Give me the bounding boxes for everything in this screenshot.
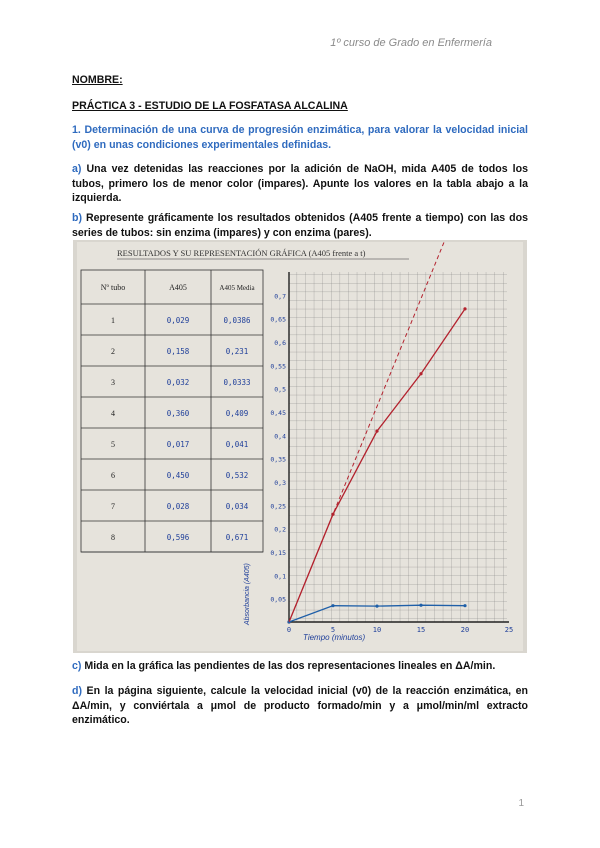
item-a-label: a): [72, 163, 82, 175]
table-cell: 0,158: [166, 347, 190, 356]
table-cell: 0,028: [166, 502, 190, 511]
table-cell: 0,029: [166, 316, 190, 325]
table-cell: 0,596: [166, 533, 190, 542]
data-point: [375, 605, 378, 608]
section-1-heading: 1. Determinación de una curva de progresión enzimática, para valorar la velocidad inicial (v0) en unas condiciones experimentales definidas.: [72, 124, 528, 151]
x-axis-label: Tiempo (minutos): [303, 633, 366, 642]
item-c-text: Mida en la gráfica las pendientes de las dos representaciones lineales en ΔA/min.: [81, 660, 496, 672]
item-b-label: b): [72, 212, 82, 224]
table-cell: 0,041: [225, 440, 249, 449]
table-cell: 7: [111, 502, 115, 511]
practice-title: PRÁCTICA 3 - ESTUDIO DE LA FOSFATASA ALCALINA: [72, 100, 348, 112]
item-c-label: c): [72, 660, 82, 672]
item-d-text: En la página siguiente, calcule la velocidad inicial (v0) de la reacción enzimática, en ΔA/min, y conviértala a μmol de producto formado/min y a μmol/min/ml extracto enzimático.: [72, 685, 528, 726]
graph-paper: [289, 272, 507, 622]
data-point: [331, 604, 334, 607]
table-cell: 0,671: [225, 533, 249, 542]
y-tick-label: 0,1: [274, 572, 286, 581]
y-tick-label: 0,55: [270, 362, 286, 371]
table-cell: 2: [111, 347, 115, 356]
data-point: [463, 604, 466, 607]
table-cell: 0,231: [225, 347, 249, 356]
y-tick-label: 0,7: [274, 292, 286, 301]
item-a-text: Una vez detenidas las reacciones por la adición de NaOH, mida A405 de todos los tubos, primero los de menor color (impares). Apunte los valores en la tabla abajo a la izquierda.: [72, 163, 528, 204]
x-tick-label: 0: [286, 626, 292, 634]
table-cell: 0,032: [166, 378, 190, 387]
sheet-title: RESULTADOS Y SU REPRESENTACIÓN GRÁFICA (A405 frente a t): [117, 248, 366, 258]
x-tick-label: 20: [460, 626, 470, 634]
table-cell: 3: [111, 378, 115, 387]
data-point: [375, 430, 378, 433]
table-cell: 5: [111, 440, 115, 449]
item-d: [72, 684, 528, 728]
y-tick-label: 0,4: [274, 432, 286, 441]
table-cell: 0,0386: [223, 316, 251, 325]
results-photo: [73, 240, 527, 653]
item-c: [72, 659, 528, 674]
data-point: [419, 372, 422, 375]
table-cell: 0,360: [166, 409, 190, 418]
y-axis-label: Absorbancia (A405): [244, 563, 251, 625]
table-cell: 0,532: [225, 471, 249, 480]
table-cell: 0,017: [166, 440, 190, 449]
item-a: [72, 162, 528, 206]
y-tick-label: 0,3: [274, 479, 286, 487]
table-cell: 0,450: [166, 471, 190, 480]
table-cell: 0,034: [225, 502, 249, 511]
x-tick-label: 15: [416, 626, 426, 634]
table-cell: 8: [111, 533, 115, 542]
y-tick-label: 0,6: [274, 339, 286, 347]
item-b-text: Represente gráficamente los resultados obtenidos (A405 frente a tiempo) con las dos series de tubos: sin enzima (impares) y con enzima (pares).: [72, 212, 528, 239]
y-tick-label: 0,2: [274, 525, 286, 534]
table-header-cell: Nº tubo: [100, 283, 126, 292]
y-tick-label: 0,45: [270, 409, 286, 417]
x-tick-label: 25: [504, 626, 514, 634]
y-tick-label: 0,35: [270, 455, 286, 464]
nombre-label: NOMBRE:: [72, 74, 123, 86]
data-point: [419, 604, 422, 607]
y-tick-label: 0,25: [270, 502, 286, 511]
table-header-cell: A405 Media: [219, 284, 255, 292]
table-cell: 6: [111, 471, 115, 480]
x-tick-label: 10: [372, 626, 382, 634]
course-header: 1º curso de Grado en Enfermería: [330, 37, 492, 49]
table-header-cell: A405: [169, 283, 187, 292]
table-cell: 0,0333: [223, 378, 251, 387]
table-cell: 1: [111, 316, 115, 325]
y-tick-label: 0,05: [270, 595, 286, 604]
item-d-label: d): [72, 685, 82, 697]
table-cell: 0,409: [225, 409, 249, 418]
data-point: [463, 307, 466, 310]
item-b: [72, 211, 528, 240]
table-cell: 4: [111, 409, 115, 418]
page-number: 1: [518, 798, 524, 809]
y-tick-label: 0,15: [270, 549, 286, 557]
x-tick-label: 5: [330, 626, 336, 634]
y-tick-label: 0,5: [274, 385, 286, 394]
y-tick-label: 0,65: [270, 315, 286, 324]
